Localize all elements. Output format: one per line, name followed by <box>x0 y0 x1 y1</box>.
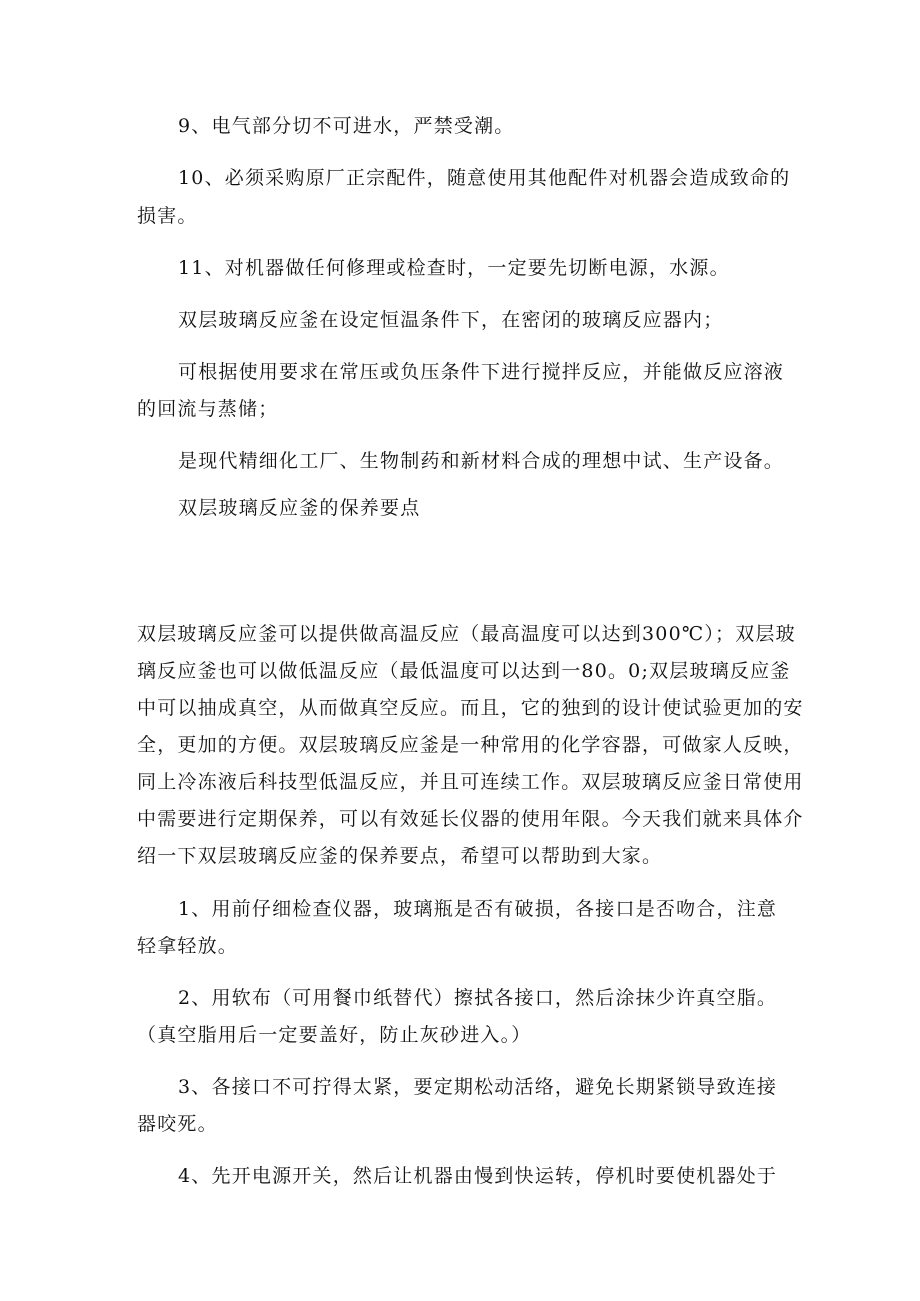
step-3-line-2: 器咬死。 <box>137 1113 218 1135</box>
intro-paragraph-3: 是现代精细化工厂、生物制药和新材料合成的理想中试、生产设备。 <box>178 450 785 472</box>
body-paragraph-line-5: 同上冷冻液后科技型低温反应，并且可连续工作。双层玻璃反应釜日常使用 <box>137 771 804 793</box>
body-paragraph-line-3: 中可以抽成真空，从而做真空反应。而且，它的独到的设计使试验更加的安 <box>137 697 804 719</box>
body-paragraph-line-4: 全，更加的方便。双层玻璃反应釜是一种常用的化学容器，可做家人反映， <box>137 734 804 756</box>
item-10-line-1: 10、必须采购原厂正宗配件，随意使用其他配件对机器会造成致命的 <box>178 167 791 189</box>
intro-paragraph-2-line-2: 的回流与蒸储； <box>137 398 279 420</box>
intro-paragraph-1: 双层玻璃反应釜在设定恒温条件下，在密闭的玻璃反应器内； <box>178 309 724 331</box>
body-paragraph-line-7: 绍一下双层玻璃反应釜的保养要点，希望可以帮助到大家。 <box>137 845 663 867</box>
body-paragraph-line-1: 双层玻璃反应釜可以提供做高温反应（最高温度可以达到300℃）；双层玻 <box>137 623 796 645</box>
item-10-line-2: 损害。 <box>137 205 198 227</box>
step-3-line-1: 3、各接口不可拧得太紧，要定期松动活络，避免长期紧锁导致连接 <box>178 1076 778 1098</box>
step-2-line-2: （真空脂用后一定要盖好，防止灰砂进入。） <box>137 1024 532 1046</box>
step-4-line-1: 4、先开电源开关，然后让机器由慢到快运转，停机时要使机器处于 <box>178 1165 778 1187</box>
section-heading: 双层玻璃反应釜的保养要点 <box>178 497 421 519</box>
step-1-line-2: 轻拿轻放。 <box>137 935 239 957</box>
intro-paragraph-2-line-1: 可根据使用要求在常压或负压条件下进行搅拌反应，并能做反应溶液 <box>178 361 785 383</box>
step-2-line-1: 2、用软布（可用餐巾纸替代）擦拭各接口，然后涂抹少许真空脂。 <box>178 987 778 1009</box>
body-paragraph-line-6: 中需要进行定期保养，可以有效延长仪器的使用年限。今天我们就来具体介 <box>137 808 804 830</box>
step-1-line-1: 1、用前仔细检查仪器，玻璃瓶是否有破损，各接口是否吻合，注意 <box>178 898 778 920</box>
body-paragraph-line-2: 璃反应釜也可以做低温反应（最低温度可以达到一80。0;双层玻璃反应釜 <box>137 660 791 682</box>
item-11-line-1: 11、对机器做任何修理或检查时，一定要先切断电源，水源。 <box>178 257 730 279</box>
item-9-line-1: 9、电气部分切不可进水，严禁受潮。 <box>178 115 515 137</box>
